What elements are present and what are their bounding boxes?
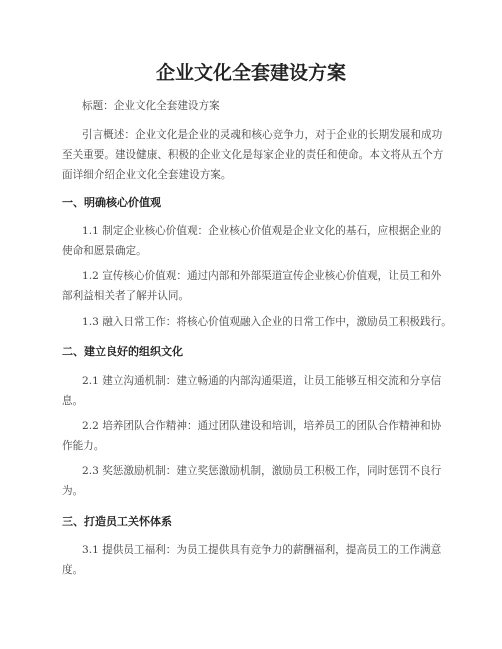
item-line: 3.1 提供员工福利：为员工提供具有竞争力的薪酬福利，提高员工的工作满意 (82, 544, 442, 556)
item-line: 1.1 制定企业核心价值观：企业核心价值观是企业文化的基石，应根据企业的 (82, 225, 442, 237)
subtitle-text: 标题：企业文化全套建设方案 (82, 100, 220, 112)
item-line: 作能力。 (62, 440, 105, 452)
item-line: 1.3 融入日常工作：将核心价值观融入企业的日常工作中，激励员工积极践行。 (82, 316, 452, 328)
intro-line: 至关重要。建设健康、积极的企业文化是每家企业的责任和使命。本文将从五个方 (62, 149, 444, 161)
document-subtitle (62, 96, 442, 116)
item-line: 部利益相关者了解并认同。 (62, 290, 190, 302)
section-3-item-1 (62, 540, 442, 580)
item-line: 为。 (62, 485, 84, 497)
section-heading-3: 三、打造员工关怀体系 (62, 515, 172, 528)
section-heading-2: 二、建立良好的组织文化 (62, 345, 183, 358)
intro-line: 引言概述：企业文化是企业的灵魂和核心竞争力，对于企业的长期发展和成功 (82, 129, 443, 141)
document-title: 企业文化全套建设方案 (155, 62, 346, 84)
item-line: 1.2 宣传核心价值观：通过内部和外部渠道宣传企业核心价值观，让员工和外 (82, 270, 442, 282)
item-line: 度。 (62, 564, 84, 576)
intro-line: 面详细介绍企业文化全套建设方案。 (62, 169, 232, 181)
item-line: 息。 (62, 395, 84, 407)
section-1-item-2 (62, 266, 442, 306)
section-2-item-2 (62, 416, 442, 456)
item-line: 使命和愿景确定。 (62, 245, 147, 257)
section-1-item-3 (62, 312, 452, 332)
section-1-item-1 (62, 221, 442, 261)
item-line: 2.2 培养团队合作精神：通过团队建设和培训，培养员工的团队合作精神和协 (82, 420, 442, 432)
item-line: 2.1 建立沟通机制：建立畅通的内部沟通渠道，让员工能够互相交流和分享信 (82, 375, 442, 387)
section-heading-1: 一、明确核心价值观 (62, 196, 161, 209)
section-2-item-1 (62, 371, 442, 411)
section-2-item-3 (62, 461, 442, 501)
intro-paragraph (62, 125, 442, 185)
item-line: 2.3 奖惩激励机制：建立奖惩激励机制，激励员工积极工作，同时惩罚不良行 (82, 465, 442, 477)
